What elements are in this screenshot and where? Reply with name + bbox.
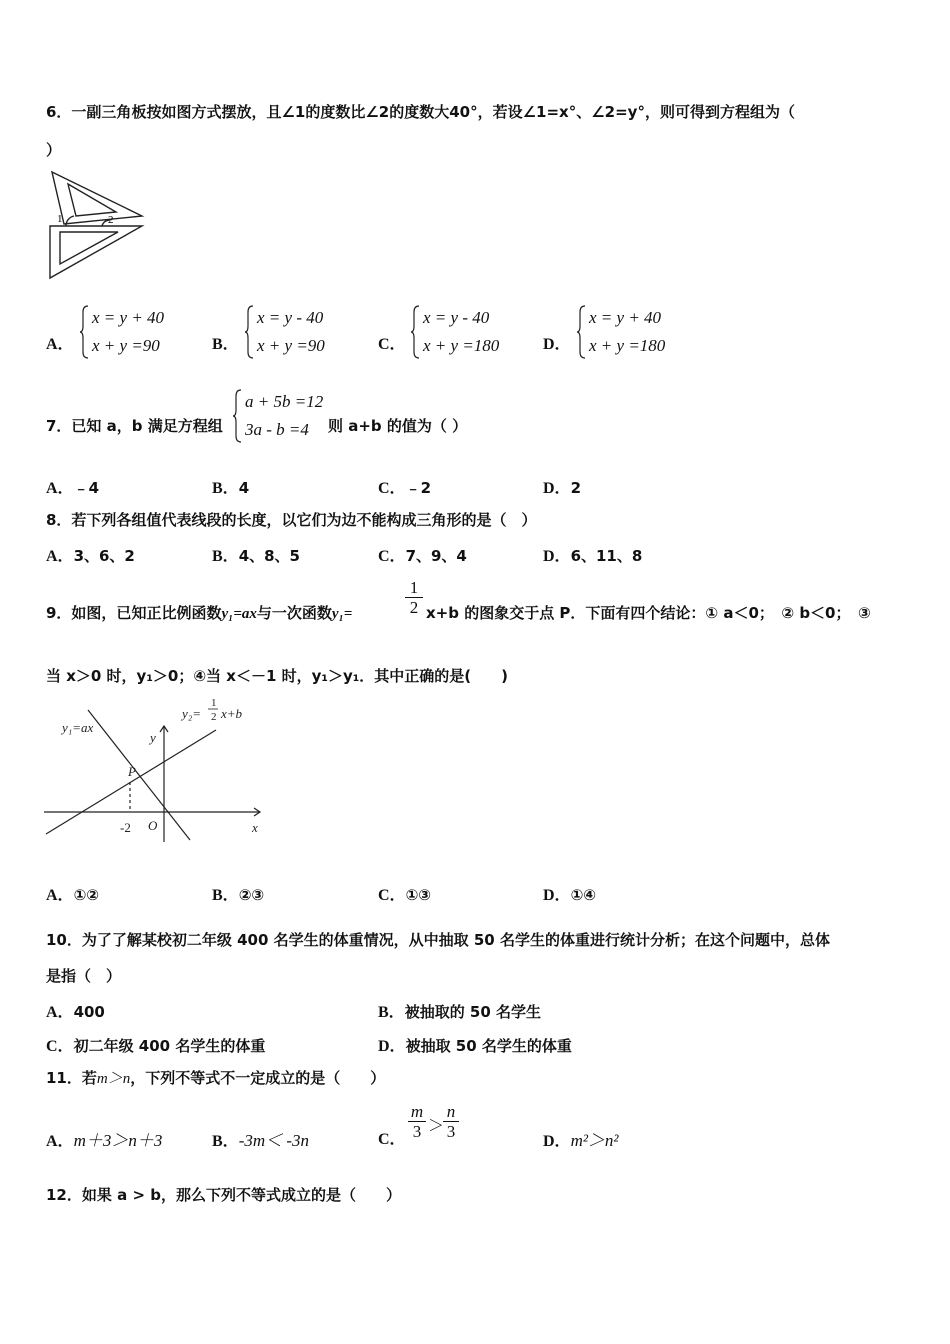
q9-line2-frac-num: 1 xyxy=(211,697,217,709)
q7-option-c: C．﹣2 xyxy=(378,479,431,497)
q6-option-c-eq1: x = y - 40 xyxy=(423,308,490,327)
q6-angle1-arc xyxy=(66,216,74,226)
q9-graph xyxy=(44,692,269,842)
q11-option-c-frac-left: $\frac{m}{3}$ xyxy=(408,1103,426,1142)
q9-line1-label: y₁=ax xyxy=(62,720,94,735)
q10-stem-line1: 10．为了了解某校初二年级 400 名学生的体重情况，从中抽取 50 名学生的体重进行统计分析；在这个问题中，总体 xyxy=(46,931,830,949)
q7-eq1: a + 5b =12 xyxy=(245,392,324,411)
q6-angle2-label: 2 xyxy=(108,214,114,226)
q9-option-b: B．②③ xyxy=(212,886,265,904)
q6-option-c-system xyxy=(411,304,531,364)
q9-line2-label: y₂= xyxy=(182,706,202,721)
q8-option-a: A．3、6、2 xyxy=(46,547,135,565)
q10-option-c: C．初二年级 400 名学生的体重 xyxy=(46,1037,266,1055)
q9-tick-label: -2 xyxy=(120,820,131,835)
q9-line2-frac-den: 2 xyxy=(211,711,217,723)
q7-option-a: A．﹣4 xyxy=(46,479,99,497)
q7-system xyxy=(233,388,333,448)
q9-stem-part1: 9．如图，已知正比例函数y₁=ax与一次函数y₁= xyxy=(46,604,353,622)
q11-option-b: B．-3m＜ -3n xyxy=(212,1131,310,1150)
q8-stem: 8．若下列各组值代表线段的长度，以它们为边不能构成三角形的是（ ） xyxy=(46,511,537,529)
q9-fraction: $\frac{1}{2}$ xyxy=(405,579,423,618)
q6-option-c-label: C． xyxy=(378,336,406,353)
q9-line-y2 xyxy=(46,730,216,834)
q6-lower-triangle-inner xyxy=(60,232,118,264)
q10-stem-line2: 是指（ ） xyxy=(46,967,122,985)
q7-option-d: D．2 xyxy=(543,479,581,497)
q10-option-b: B．被抽取的 50 名学生 xyxy=(378,1003,542,1021)
q6-option-c-eq2: x + y =180 xyxy=(423,336,500,355)
q6-stem: 6．一副三角板按如图方式摆放，且∠1的度数比∠2的度数大40°，若设∠1=x°、∠2=y°，则可得到方程组为（ xyxy=(46,103,795,121)
q6-stem-end: ） xyxy=(46,141,62,159)
q9-stem-part3: x+b 的图象交于点 P．下面有四个结论：① a＜0； ② b＜0； ③ xyxy=(426,604,871,622)
q6-lower-triangle xyxy=(50,226,142,278)
q6-option-d-eq1: x = y + 40 xyxy=(589,308,662,327)
q12-stem: 12．如果 a > b，那么下列不等式成立的是（ ） xyxy=(46,1186,401,1204)
q6-option-d-system xyxy=(577,304,697,364)
q11-option-c-frac-right: $\frac{n}{3}$ xyxy=(443,1103,459,1142)
q11-stem: 11．若m＞n，下列不等式不一定成立的是（ ） xyxy=(46,1069,386,1087)
q6-option-a-eq2: x + y =90 xyxy=(92,336,160,355)
q9-line2-rest: x+b xyxy=(221,706,243,721)
q6-option-a-label: A． xyxy=(46,336,74,353)
q11-option-a: A．m＋3＞n＋3 xyxy=(46,1131,163,1150)
q6-option-d-label: D． xyxy=(543,336,571,353)
q6-option-b-label: B． xyxy=(212,336,239,353)
q9-line-y1 xyxy=(88,710,190,840)
q9-option-a: A．①② xyxy=(46,886,99,904)
q7-stem-after: 则 a+b 的值为（ ） xyxy=(328,417,468,435)
q6-option-b-system xyxy=(245,304,355,364)
q9-stem-line2: 当 x＞0 时，y₁＞0；④当 x＜－1 时，y₁＞y₁．其中正确的是( ) xyxy=(46,667,509,685)
q8-option-b: B．4、8、5 xyxy=(212,547,300,565)
q9-option-d: D．①④ xyxy=(543,886,596,904)
q9-point-label: P xyxy=(128,764,136,779)
q7-eq2: 3a - b =4 xyxy=(245,420,309,439)
q11-option-d: D．m²＞n² xyxy=(543,1131,619,1150)
q9-option-c: C．①③ xyxy=(378,886,431,904)
q9-x-axis-label: x xyxy=(252,820,258,835)
q6-upper-triangle xyxy=(52,172,142,224)
q6-angle1-label: 1 xyxy=(57,213,63,225)
q8-option-d: D．6、11、8 xyxy=(543,547,643,565)
q6-option-b-eq1: x = y - 40 xyxy=(257,308,324,327)
q9-origin-label: O xyxy=(148,818,158,833)
q10-option-d: D．被抽取 50 名学生的体重 xyxy=(378,1037,572,1055)
q6-option-a-system xyxy=(80,304,190,364)
q11-option-c-label: C． xyxy=(378,1131,406,1148)
q6-option-d-eq2: x + y =180 xyxy=(589,336,666,355)
q7-option-b: B．4 xyxy=(212,479,250,497)
q8-option-c: C．7、9、4 xyxy=(378,547,467,565)
q6-triangle-figure xyxy=(44,170,154,282)
q11-option-c-gt: ＞ xyxy=(428,1118,445,1135)
q9-y-axis-label: y xyxy=(150,730,156,745)
q6-option-a-eq1: x = y + 40 xyxy=(92,308,165,327)
q7-stem-before: 7．已知 a，b 满足方程组 xyxy=(46,417,223,435)
q10-option-a: A．400 xyxy=(46,1003,105,1021)
q6-option-b-eq2: x + y =90 xyxy=(257,336,325,355)
